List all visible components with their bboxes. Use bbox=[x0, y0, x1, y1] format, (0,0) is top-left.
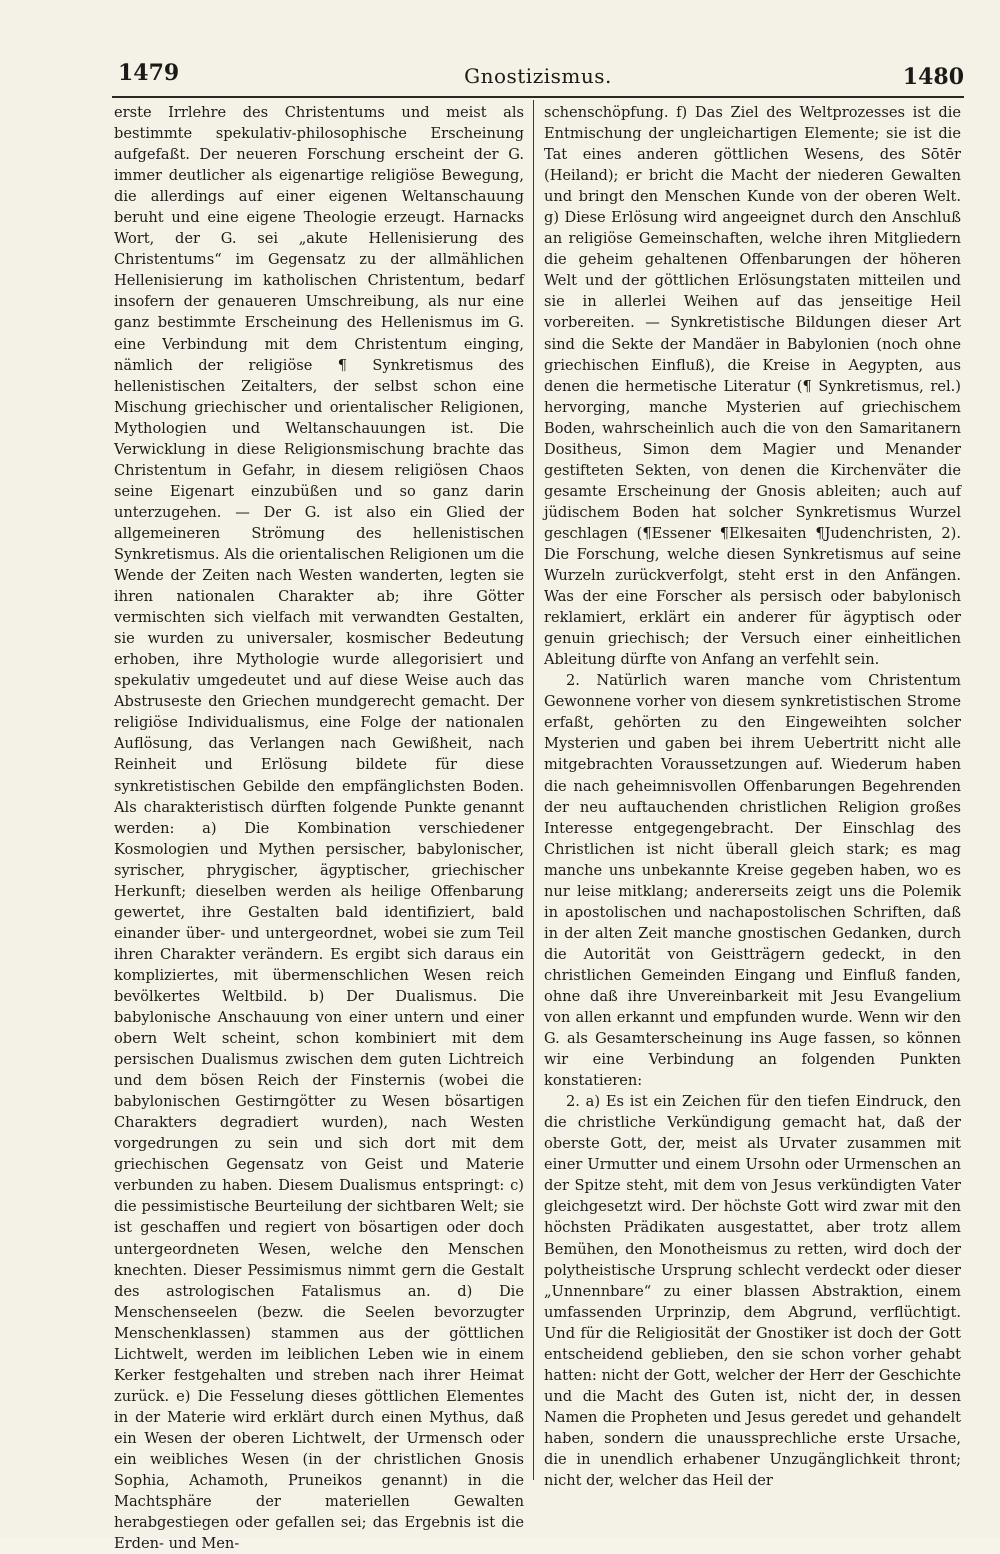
right-paragraph-1: schenschöpfung. f) Das Ziel des Weltprozesses ist die Entmischung der ungleichartigen Elemente; sie ist die Tat eines anderen göttlichen Wesens, des Sōtēr (Heiland); er bricht die Macht der niederen Gewalten und bringt den Menschen Kunde von der oberen Welt. g) Diese Erlösung wird angeeignet durch den Anschluß an religiöse Gemeinschaften, welche ihren Mitgliedern die geheim gehaltenen Offenbarungen der höheren Welt und der göttlichen Erlösungstaten mitteilen und sie in allerlei Weihen auf das jenseitige Heil vorbereiten. — Synkretistische Bildungen dieser Art sind die Sekte der Mandäer in Babylonien (noch ohne griechischen Einfluß), die Kreise in Aegypten, aus denen die hermetische Literatur (¶ Synkretismus, rel.) hervorging, manche Mysterien auf griechischem Boden, wahrscheinlich auch die von den Samaritanern Dositheus, Simon dem Magier und Menander gestifteten Sekten, von denen die Kirchenväter die gesamte Erscheinung der Gnosis ableiten; auch auf jüdischem Boden hat solcher Synkretismus Wurzel geschlagen (¶Essener ¶Elkesaiten ¶Judenchristen, 2). Die Forschung, welche diesen Synkretismus auf seine Wurzeln zurückverfolgt, steht erst in den Anfängen. Was der eine Forscher als persisch oder babylonisch reklamiert, erklärt ein anderer für ägyptisch oder genuin griechisch; der Versuch einer einheitlichen Ableitung dürfte von Anfang an verfehlt sein. bbox=[544, 104, 961, 669]
running-title: Gnostizismus. bbox=[464, 64, 612, 88]
left-column-text: erste Irrlehre des Christentums und meist als bestimmte spekulativ-philosophische Erscheinung aufgefaßt. Der neueren Forschung erscheint der G. immer deutlicher als eigenartige religiöse Bewegung, die allerdings auf einer eigenen Weltanschauung beruht und eine eigene Theologie erzeugt. Harnacks Wort, der G. sei „akute Hellenisierung des Christentums“ im Gegensatz zu der allmählichen Hellenisierung im katholischen Christentum, bedarf insofern der genaueren Umschreibung, als nur eine ganz bestimmte Erscheinung des Hellenismus im G. eine Verbindung mit dem Christentum einging, nämlich der religiöse ¶ Synkretismus des hellenistischen Zeitalters, der selbst schon eine Mischung griechischer und orientalischer Religionen, Mythologien und Weltanschauungen ist. Die Verwicklung in diese Religionsmischung brachte das Christentum in Gefahr, in diesem religiösen Chaos seine Eigenart einzubüßen und so ganz darin unterzugehen. — Der G. ist also ein Glied der allgemeineren Strömung des hellenistischen Synkretismus. Als die orientalischen Religionen um die Wende der Zeiten nach Westen wanderten, legten sie ihren nationalen Charakter ab; ihre Götter vermischten sich vielfach mit verwandten Gestalten, sie wurden zu universaler, kosmischer Bedeutung erhoben, ihre Mythologie wurde allegorisiert und spekulativ umgedeutet und auf diese Weise auch das Abstruseste den Griechen mundgerecht gemacht. Der religiöse Individualismus, eine Folge der nationalen Auflösung, das Verlangen nach Gewißheit, nach Reinheit und Erlösung bildete für diese synkretistischen Gebilde den empfänglichsten Boden. Als charakteristisch dürften folgende Punkte genannt werden: a) Die Kombination verschiedener Kosmologien und Mythen persischer, babylonischer, syrischer, phrygischer, ägyptischer, griechischer Herkunft; dieselben werden als heilige Offenbarung gewertet, ihre Gestalten bald identifiziert, bald einander über- und untergeordnet, wobei sie zum Teil ihren Charakter verändern. Es ergibt sich daraus ein kompliziertes, mit übermenschlichen Wesen reich bevölkertes Weltbild. b) Der Dualismus. Die babylonische Anschauung von einer untern und einer obern Welt scheint, schon kombiniert mit dem persischen Dualismus zwischen dem guten Lichtreich und dem bösen Reich der Finsternis (wobei die babylonischen Gestirngötter zu Wesen bösartigen Charakters degradiert wurden), nach Westen vorgedrungen zu sein und sich dort mit dem griechischen Gegensatz von Geist und Materie verbunden zu haben. Diesem Dualismus entspringt: c) die pessimistische Beurteilung der sichtbaren Welt; sie ist geschaffen und regiert von bösartigen oder doch untergeordneten Wesen, welche den Menschen knechten. Dieser Pessimismus nimmt gern die Gestalt des astrologischen Fatalismus an. d) Die Menschenseelen (bezw. die Seelen bevorzugter Menschenklassen) stammen aus der göttlichen Lichtwelt, werden im leiblichen Leben wie in einem Kerker festgehalten und streben nach ihrer Heimat zurück. e) Die Fesselung dieses göttlichen Elementes in der Materie wird erklärt durch einen Mythus, daß ein Wesen der oberen Lichtwelt, der Urmensch oder ein weibliches Wesen (in der christlichen Gnosis Sophia, Achamoth, Pruneikos genannt) in die Machtsphäre der materiellen Gewalten herabgestiegen oder gefallen sei; das Ergebnis ist die Erden- und Men- bbox=[114, 104, 524, 1553]
right-paragraph-3: 2. a) Es ist ein Zeichen für den tiefen Eindruck, den die christliche Verkündigung gemacht hat, daß der oberste Gott, der, meist als Urvater zusammen mit einer Urmutter und einem Ursohn oder Urmenschen an der Spitze steht, mit dem von Jesus verkündigten Vater gleichgesetzt wird. Der höchste Gott wird zwar mit den höchsten Prädikaten ausgestattet, aber trotz allem Bemühen, den Monotheismus zu retten, wird doch der polytheistische Ursprung schlecht verdeckt oder dieser „Unnennbare“ zu einer blassen Abstraktion, einem umfassenden Urprinzip, dem Abgrund, verflüchtigt. Und für die Religiosität der Gnostiker ist doch der Gott entscheidend geblieben, den sie schon vorher gehabt hatten: nicht der Gott, welcher der Herr der Geschichte und die Macht des Guten ist, nicht der, in dessen Namen die Propheten und Jesus geredet und gehandelt haben, sondern die unaussprechliche erste Ursache, die in unendlich erhabener Unzugänglichkeit thront; nicht der, welcher das Heil der bbox=[544, 1093, 961, 1490]
column-number-left: 1479 bbox=[118, 60, 180, 86]
column-divider bbox=[533, 100, 534, 1480]
page-header bbox=[112, 60, 964, 94]
header-rule bbox=[112, 96, 964, 98]
right-column bbox=[544, 102, 961, 1490]
left-column bbox=[114, 102, 524, 1553]
column-number-right: 1480 bbox=[902, 64, 964, 90]
right-paragraph-2: 2. Natürlich waren manche vom Christentum Gewonnene vorher von diesem synkretistischen Strome erfaßt, gehörten zu den Eingeweihten solcher Mysterien und gaben bei ihrem Uebertritt nicht alle mitgebrachten Voraussetzungen auf. Wiederum haben die nach geheimnisvollen Offenbarungen Begehrenden der neu auftauchenden christlichen Religion großes Interesse entgegengebracht. Der Einschlag des Christlichen ist nicht überall gleich stark; es mag manche uns unbekannte Kreise gegeben haben, wo es nur leise mitklang; andererseits zeigt uns die Polemik in apostolischen und nachapostolischen Schriften, daß in der alten Zeit manche gnostischen Gedanken, durch die Autorität von Geistträgern gedeckt, in den christlichen Gemeinden Eingang und Einfluß fanden, ohne daß ihre Unvereinbarkeit mit Jesu Evangelium von allen erkannt und empfunden wurde. Wenn wir den G. als Gesamterscheinung ins Auge fassen, so können wir eine Verbindung an folgenden Punkten konstatieren: bbox=[544, 672, 961, 1090]
